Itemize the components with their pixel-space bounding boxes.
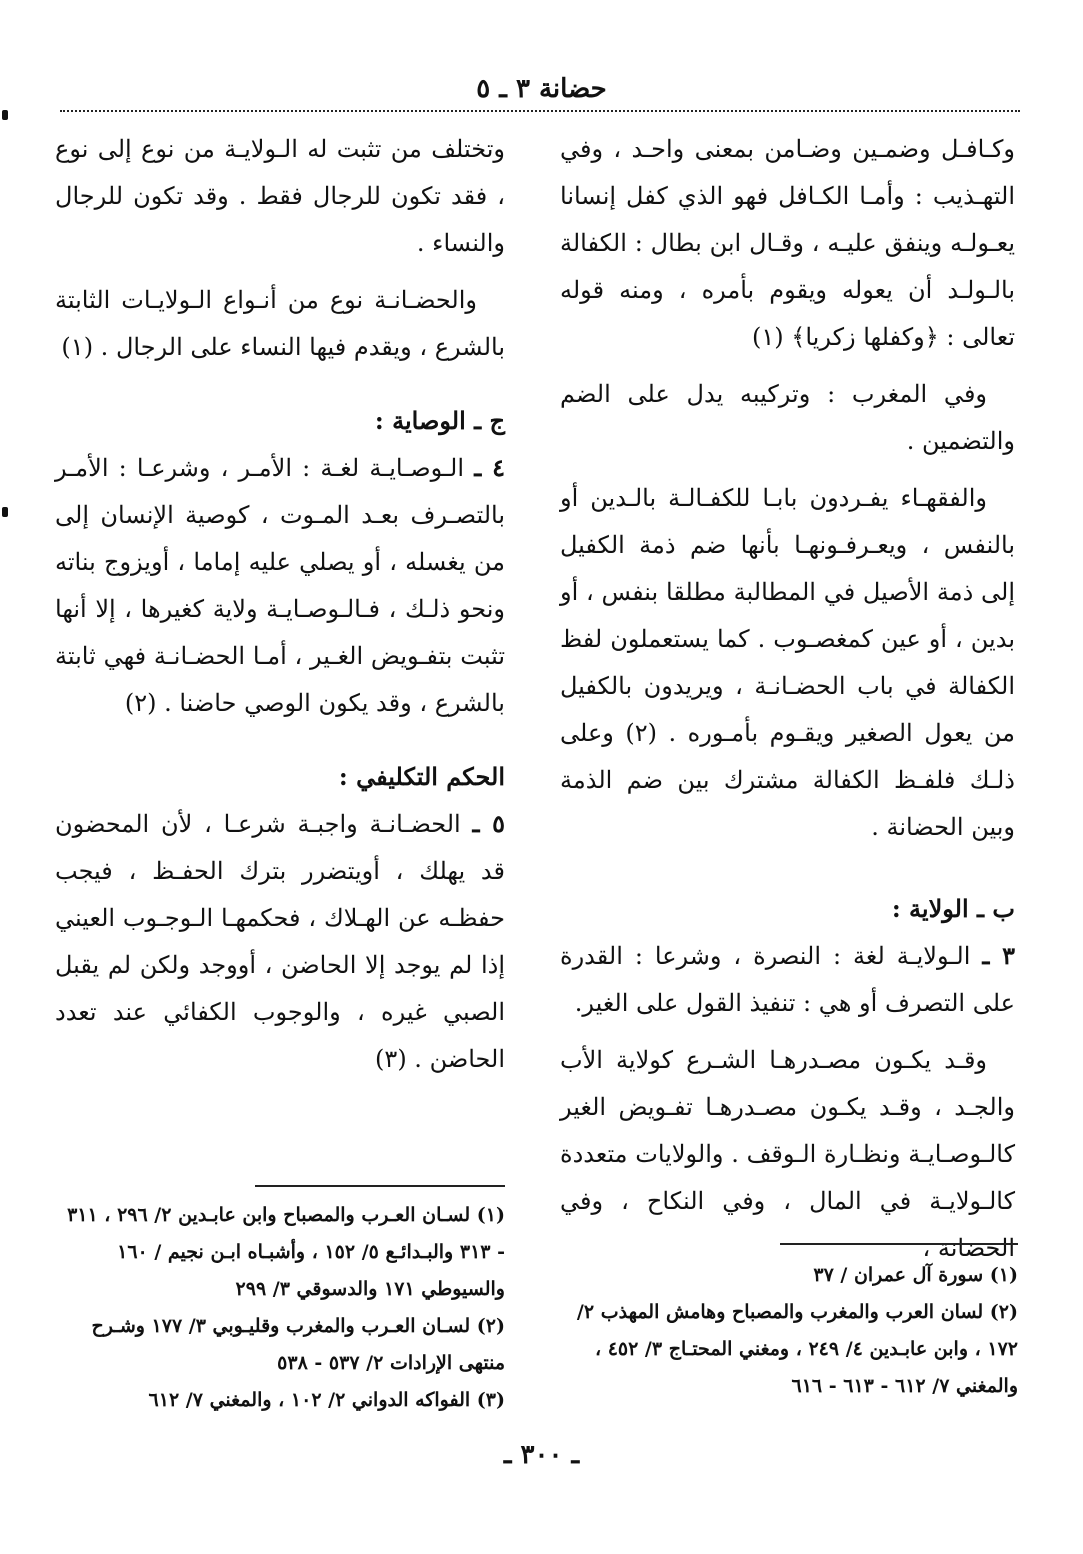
numbered-paragraph <box>55 444 505 727</box>
footnote-rule <box>780 1243 1018 1245</box>
footnote: (٢) لسـان العـرب والمغرب وقليـوبي ٣/ ١٧٧ وشـرح منتهى الإرادات ٢/ ٥٣٧ - ٥٣٨ <box>91 1315 505 1374</box>
footnote-rule <box>255 1185 505 1187</box>
paragraph: والفقهـاء يفـردون بابـا للكفـالـة بالـدين أو بالنفس ، ويعـرفـونهـا بأنها ضم ذمة الكفيل إلى ذمة الأصيل في المطالبة مطلقا بنفس ، أو بدين ، أو عين كمغصـوب . كما يستعملون لفظ الكفالة في باب الحضـانـة ، ويريدون بالكفيل من يعول الصغير ويقـوم بأمـوره . (٢) وعلى ذلـك فلفـظ الكفالة مشترك بين ضم الذمة وبين الحضانة . <box>560 484 1015 841</box>
section-heading: الحكم التكليفي : <box>338 762 505 791</box>
footnote: (١) لسـان العـرب والمصباح وابن عابـدين ٢/ ٢٩٦ ، ٣١١ - ٣١٣ والبـدائـع ٥/ ١٥٢ ، وأشبـاه ابـن نجيم / ١٦٠ والسيوطي ١٧١ والدسوقي ٣/ ٢٩٩ <box>67 1204 505 1300</box>
right-column <box>560 126 1015 1282</box>
numbered-paragraph <box>560 932 1015 1027</box>
paragraph-number: ٣ ـ <box>982 941 1016 970</box>
footnote: (٣) الفواكه الدواني ٢/ ١٠٢ ، والمغني ٧/ ٦١٢ <box>148 1389 505 1411</box>
running-header: حضانة ٣ ـ ٥ <box>476 74 607 104</box>
paragraph: وقـد يكـون مصـدرهـا الشـرع كولاية الأب والجـد ، وقـد يكـون مصـدرهـا تفـويض الغير كالـوصـايـة ونظـارة الـوقف . والولايات متعددة كالـولايـة في المال ، وفي النكاح ، وفي الحضانة ، <box>560 1046 1015 1262</box>
footnotes-left <box>55 1197 505 1419</box>
paragraph: وفي المغرب : وتركيبه يدل على الضم والتضمين . <box>560 380 1015 455</box>
paragraph: وكـافـل وضمـين وضـامن بمعنى واحـد ، وفي التهـذيب : وأمـا الكـافل فهو الذي كفل إنسانا يعـولـه وينفق عليـه ، وقـال ابن بطال : الكفالة بالـولـد أن يعوله ويقوم بأمره ، ومنه قوله تعالى : ﴿وكفلها زكريا﴾ (١) <box>560 135 1015 351</box>
left-column <box>55 126 505 1093</box>
paragraph-text: الـوصـايـة لغـة : الأمـر ، وشرعـا : الأمـر بالتصـرف بعـد المـوت ، كوصية الإنسان إلى من يغسله ، أو يصلي عليه إماما ، أويزوج بناته ونحو ذلـك ، فـالـوصـايـة ولاية كغيرها ، إلا أنها تثبت بتفـويض الغـير ، أمـا الحضـانـة فهي ثابتة بالشرع ، وقد يكون الوصي حاضنا . (٢) <box>55 454 505 717</box>
paragraph-number: ٤ ـ <box>474 453 505 482</box>
header-dotted-rule <box>60 110 1020 112</box>
section-heading: ج ـ الوصاية : <box>374 406 505 435</box>
numbered-paragraph <box>55 800 505 1083</box>
scan-edge-mark <box>2 110 8 120</box>
paragraph: والحضـانـة نوع من أنـواع الـولايـات الثابتة بالشرع ، ويقدم فيها النساء على الرجال . (١) <box>55 286 505 361</box>
footnote: (١) سورة آل عمران / ٣٧ <box>813 1264 1018 1286</box>
page-number: ـ ٣٠٠ ـ <box>503 1440 580 1470</box>
paragraph-text: الحضـانـة واجبـة شرعـا ، لأن المحضون قد يهلك ، أويتضرر بترك الحفـظ ، فيجب حفظـه عن الهـلاك ، فحكمهـا الـوجـوب العيني إذا لم يوجد إلا الحاضن ، أووجد ولكن لم يقبل الصبي غيره ، والوجوب الكفائي عند تعدد الحاضن . (٣) <box>55 810 505 1073</box>
section-heading: ب ـ الولاية : <box>891 894 1015 923</box>
paragraph-text: الـولايـة لغة : النصرة ، وشرعا : القدرة على التصرف أو هي : تنفيذ القول على الغير. <box>560 942 1015 1017</box>
scan-edge-mark <box>2 507 8 517</box>
paragraph-number: ٥ ـ <box>472 809 506 838</box>
paragraph: وتختلف من تثبت له الـولايـة من نوع إلى نوع ، فقد تكون للرجال فقط . وقد تكون للرجال والنساء . <box>55 135 505 257</box>
footnote: (٢) لسان العرب والمغرب والمصباح وهامش المهذب ٢/ ١٧٢ ، وابن عابـدين ٤/ ٢٤٩ ، ومغني المحتـاج ٣/ ٤٥٢ ، والمغني ٧/ ٦١٢ - ٦١٣ - ٦١٦ <box>576 1301 1018 1397</box>
footnotes-right <box>560 1257 1018 1405</box>
